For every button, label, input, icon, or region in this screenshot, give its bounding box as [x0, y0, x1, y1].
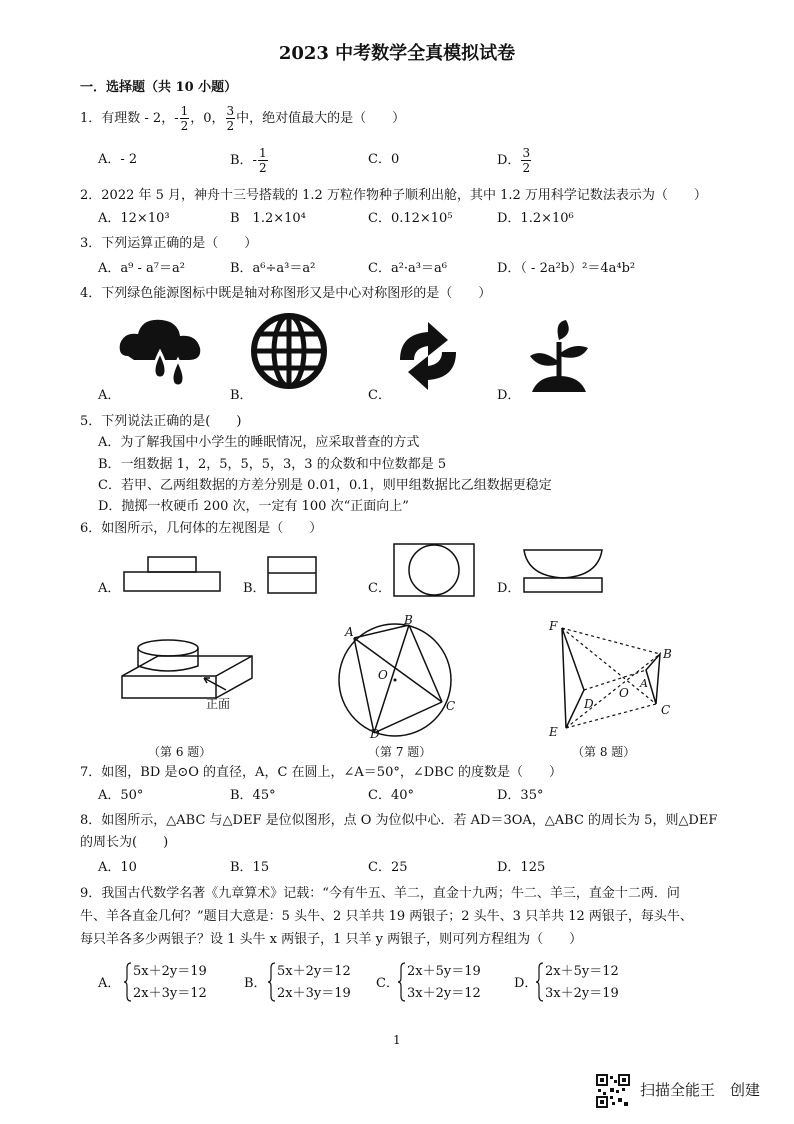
- q6-option-b: B．: [243, 581, 266, 596]
- q5-option-c: C．若甲、乙两组数据的方差分别是 0.01，0.1，则甲组数据比乙组数据更稳定: [98, 478, 552, 493]
- q9-a-eq1: 5x＋2y＝19: [133, 964, 207, 979]
- q4-option-c: C．: [368, 388, 391, 403]
- q6-view-b: [266, 555, 318, 597]
- brace: [268, 962, 276, 1002]
- fig8-label-f: F: [549, 619, 558, 633]
- fig7-label-o: O: [378, 668, 388, 682]
- question-9-line-1: 9．我国古代数学名著《九章算术》记载：“今有牛五、羊二，直金十九两；牛二、羊三，直金十二两．问: [80, 886, 680, 901]
- q8-option-a: A．10: [98, 860, 137, 875]
- question-1: [80, 104, 405, 133]
- q8-option-d: D．125: [497, 860, 546, 875]
- fig8-label-e: E: [549, 725, 558, 739]
- section-heading: 一．选择题（共 10 小题）: [80, 80, 238, 95]
- question-9-line-3: 每只羊各多少两银子？设 1 头牛 x 两银子，1 只羊 y 两银子，则可列方程组为（ ）: [80, 932, 583, 947]
- recycle-arrows-icon: [386, 320, 470, 392]
- q3-option-b: B．a⁶÷a³＝a²: [230, 261, 316, 276]
- figure-6-caption: （第 6 题）: [148, 745, 212, 759]
- question-3: 3．下列运算正确的是（ ）: [80, 236, 258, 251]
- q5-option-d: D．抛掷一枚硬币 200 次，一定有 100 次“正面向上”: [98, 499, 409, 514]
- globe-icon: [250, 312, 328, 390]
- question-5: 5．下列说法正确的是( ): [80, 414, 242, 429]
- q4-option-b: B．: [230, 388, 253, 403]
- fig8-label-b: B: [663, 647, 672, 661]
- q9-d-eq1: 2x＋5y＝12: [545, 964, 619, 979]
- fraction: $\frac{1}{2}$: [258, 146, 267, 175]
- footer-watermark: 扫描全能王 创建: [640, 1081, 761, 1099]
- q6-view-d: [520, 546, 606, 596]
- question-6: 6．如图所示，几何体的左视图是（ ）: [80, 521, 323, 536]
- q2-option-b: B 1.2×10⁴: [230, 211, 306, 226]
- question-9-line-2: 牛、羊各直金几何？”题目大意是：5 头牛、2 只羊共 19 两银子；2 头牛、3 只羊共 12 两银子，每头牛、: [80, 909, 693, 924]
- figure-8-caption: （第 8 题）: [572, 745, 636, 759]
- q1-stem-part: 1．有理数 - 2，-: [80, 111, 179, 126]
- q6-option-c: C．: [368, 581, 391, 596]
- cloud-rain-icon: [118, 316, 208, 388]
- q9-b-eq2: 2x＋3y＝19: [277, 986, 351, 1001]
- question-8-line-2: 的周长为( ): [80, 835, 169, 850]
- q7-option-b: B．45°: [230, 788, 276, 803]
- q7-option-d: D．35°: [497, 788, 544, 803]
- figure-8-homothety: [550, 618, 680, 738]
- question-7: 7．如图，BD 是⊙O 的直径，A，C 在圆上，∠A＝50°，∠DBC 的度数是（ ）: [80, 765, 563, 780]
- q6-option-d: D．: [497, 581, 521, 596]
- fig7-label-b: B: [404, 613, 413, 627]
- q9-option-d: D．: [514, 976, 538, 991]
- fig8-label-o: O: [619, 686, 629, 700]
- q1-option-c: C．0: [368, 152, 400, 167]
- figure-6-solid: [118, 636, 258, 716]
- q8-option-b: B．15: [230, 860, 270, 875]
- q2-option-a: A．12×10³: [98, 211, 170, 226]
- q9-option-a: A．: [98, 976, 121, 991]
- q9-a-eq2: 2x＋3y＝12: [133, 986, 207, 1001]
- q5-option-b: B．一组数据 1，2，5，5，5，3，3 的众数和中位数都是 5: [98, 457, 447, 472]
- q2-option-c: C．0.12×10⁵: [368, 211, 453, 226]
- page-title: 2023 中考数学全真模拟试卷: [278, 43, 516, 64]
- question-2: 2．2022 年 5 月，神舟十三号搭载的 1.2 万粒作物种子顺利出舱，其中 1.2 万用科学记数法表示为（ ）: [80, 188, 707, 203]
- q9-c-eq1: 2x＋5y＝19: [407, 964, 481, 979]
- q9-d-eq2: 3x＋2y＝19: [545, 986, 619, 1001]
- q1-option-a: A．- 2: [98, 152, 138, 167]
- fig7-label-c: C: [446, 699, 456, 713]
- q6-view-c: [392, 542, 476, 598]
- q1-option-d: D． $\frac{3}{2}$: [497, 146, 531, 175]
- q4-option-a: A．: [98, 388, 121, 403]
- brace: [536, 962, 544, 1002]
- fraction: $\frac{1}{2}$: [180, 104, 189, 133]
- q5-option-a: A．为了解我国中小学生的睡眠情况，应采取普查的方式: [98, 435, 420, 450]
- q7-option-a: A．50°: [98, 788, 144, 803]
- q6-view-a: [122, 555, 222, 595]
- brace: [398, 962, 406, 1002]
- question-4: 4．下列绿色能源图标中既是轴对称图形又是中心对称图形的是（ ）: [80, 286, 492, 301]
- qr-code-icon: [596, 1074, 630, 1108]
- fig7-label-a: A: [345, 625, 354, 639]
- fig8-label-c: C: [661, 703, 671, 717]
- fig7-label-d: D: [370, 727, 380, 741]
- q3-option-c: C．a²·a³＝a⁶: [368, 261, 447, 276]
- q9-option-b: B．: [244, 976, 267, 991]
- q3-option-d: D．（ - 2a²b）²＝4a⁴b²: [497, 261, 636, 276]
- front-label: 正面: [206, 697, 231, 711]
- page-number: 1: [393, 1033, 401, 1047]
- q8-option-c: C．25: [368, 860, 408, 875]
- fraction: $\frac{3}{2}$: [226, 104, 235, 133]
- q1-stem-part: ，0，: [190, 111, 225, 126]
- q3-option-a: A．a⁹ - a⁷＝a²: [98, 261, 185, 276]
- fig8-label-d: D: [584, 697, 594, 711]
- question-8-line-1: 8．如图所示，△ABC 与△DEF 是位似图形，点 O 为位似中心．若 AD＝3OA，△ABC 的周长为 5，则△DEF: [80, 813, 718, 828]
- q6-option-a: A．: [98, 581, 121, 596]
- sprout-icon: [524, 318, 594, 394]
- q9-option-c: C．: [376, 976, 399, 991]
- q1-option-b: B．- $\frac{1}{2}$: [230, 146, 267, 175]
- q1-stem-part: 中，绝对值最大的是（ ）: [236, 111, 406, 126]
- q9-c-eq2: 3x＋2y＝12: [407, 986, 481, 1001]
- q4-option-d: D．: [497, 388, 521, 403]
- fraction: $\frac{3}{2}$: [522, 146, 531, 175]
- q2-option-d: D．1.2×10⁶: [497, 211, 574, 226]
- q9-b-eq1: 5x＋2y＝12: [277, 964, 351, 979]
- figure-7-caption: （第 7 题）: [368, 745, 432, 759]
- fig8-label-a: A: [640, 677, 648, 690]
- q7-option-c: C．40°: [368, 788, 414, 803]
- brace: [124, 962, 132, 1002]
